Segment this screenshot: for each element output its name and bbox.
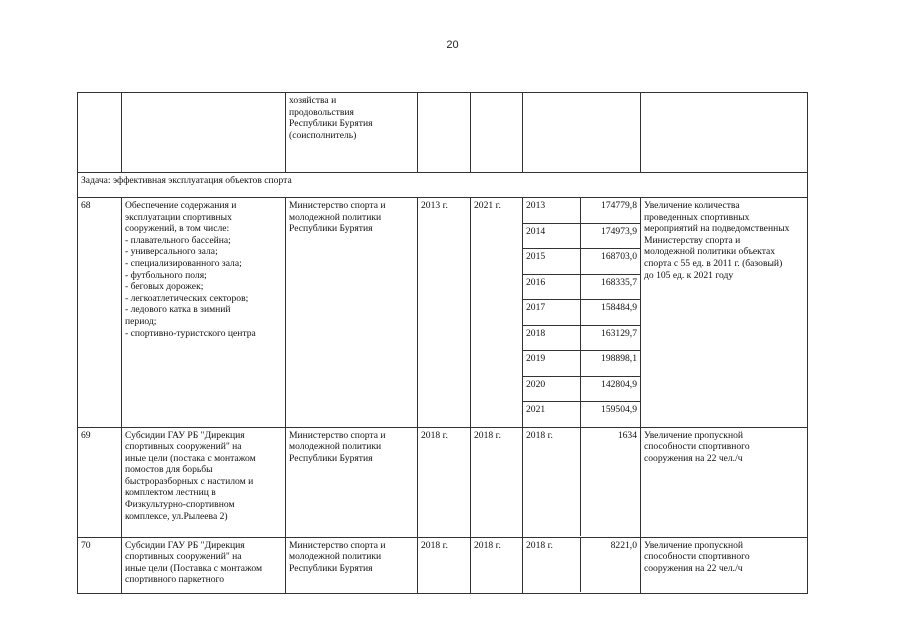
row-number: 70 — [78, 537, 122, 593]
text-line: молодежной политики — [289, 551, 382, 563]
text-line: помостов для борьбы — [125, 464, 213, 476]
funding-subtable — [523, 198, 640, 427]
start-year-cell: 2018 г. — [418, 537, 471, 593]
text-line: мероприятий на подведомственных — [644, 223, 790, 235]
text-line: Увеличение пропускной — [644, 429, 744, 441]
table-row-69 — [78, 427, 808, 537]
funding-year: 2015 — [523, 249, 581, 275]
row-number: 69 — [78, 427, 122, 537]
funding-row — [523, 274, 640, 300]
text-line: иные цели (Поставка с монтажом — [125, 562, 263, 574]
description-cell — [122, 198, 286, 428]
funding-year: 2018 — [523, 325, 581, 351]
funding-row — [523, 402, 640, 427]
text-line: Субсидии ГАУ РБ "Дирекция — [125, 539, 245, 551]
funding-amount: 158484,9 — [581, 300, 641, 326]
text-line: Республики Бурятия — [289, 452, 373, 464]
executor-cell — [286, 198, 418, 428]
text-line: Министерству спорта и — [644, 234, 741, 246]
text-line: сооружений, в том числе: — [125, 223, 230, 235]
funding-amount: 168703,0 — [581, 249, 641, 275]
funding-amount: 163129,7 — [581, 325, 641, 351]
text-line: (соисполнитель) — [289, 129, 357, 141]
text-line: способности спортивного — [644, 441, 750, 453]
result-cell — [641, 93, 808, 173]
text-line: сооружения на 22 чел./ч — [644, 452, 743, 464]
funding-amount: 159504,9 — [601, 404, 637, 415]
funding-year: 2021 — [523, 402, 581, 427]
text-line: Республики Бурятия — [289, 118, 373, 130]
text-line: Увеличение количества — [644, 200, 740, 211]
end-year-cell: 2018 г. — [471, 427, 523, 537]
end-cell — [471, 93, 523, 173]
funding-amount: 174779,8 — [581, 198, 641, 223]
description-cell — [122, 427, 286, 537]
text-line: Республики Бурятия — [289, 562, 373, 574]
text-line: - ледового катка в зимний — [125, 304, 231, 316]
text-line: - футбольного поля; — [125, 269, 207, 281]
funding-amount: 1634 — [617, 429, 637, 441]
task-row — [78, 173, 808, 198]
text-line: молодежной политики — [289, 211, 382, 223]
page-number: 20 — [446, 39, 459, 51]
funding-subtable — [523, 538, 640, 592]
year-amount-cell — [523, 93, 641, 173]
text-line: - спортивно-туристского центра — [125, 327, 256, 339]
table-row-68 — [78, 198, 808, 428]
text-line: способности спортивного — [644, 551, 750, 563]
funding-amount: 8221,0 — [610, 539, 637, 551]
text-line: комплексе, ул.Рылеева 2) — [125, 510, 228, 522]
funding-year: 2020 — [523, 376, 581, 402]
funding-by-year-cell — [523, 198, 641, 428]
funding-amount: 174973,9 — [581, 223, 641, 249]
text-line: Обеспечение содержания и — [125, 200, 237, 211]
executor-cell — [286, 93, 418, 173]
funding-year: 2018 г. — [523, 538, 581, 592]
result-cell — [641, 427, 808, 537]
text-line: спортивных сооружений" на — [125, 441, 242, 453]
row-number: 68 — [78, 198, 122, 428]
table-row-70 — [78, 537, 808, 593]
funding-row — [523, 300, 640, 326]
text-line: - легкоатлетических секторов; — [125, 292, 249, 304]
desc-cell — [122, 93, 286, 173]
text-line: период; — [125, 315, 157, 327]
text-line: молодежной политики объектах — [644, 246, 776, 258]
funding-amount: 142804,9 — [581, 376, 641, 402]
text-line: Физкультурно-спортивном — [125, 499, 235, 511]
funding-year: 2014 — [523, 223, 581, 249]
executor-cell — [286, 427, 418, 537]
funding-row — [523, 198, 640, 223]
text-line: комплектом лестниц в — [125, 487, 216, 499]
result-cell — [641, 198, 808, 428]
text-line: хозяйства и — [289, 95, 337, 106]
funding-row — [523, 223, 640, 249]
text-line: сооружения на 22 чел./ч — [644, 562, 743, 574]
text-line: - универсального зала; — [125, 246, 218, 258]
text-line: - плавательного бассейна; — [125, 234, 231, 246]
end-year-cell: 2021 г. — [471, 198, 523, 428]
funding-row — [523, 428, 640, 536]
start-year-cell: 2013 г. — [418, 198, 471, 428]
funding-by-year-cell — [523, 537, 641, 593]
text-line: до 105 ед. к 2021 году — [644, 269, 734, 281]
funding-row — [523, 376, 640, 402]
continued-row — [78, 93, 808, 173]
funding-row — [523, 538, 640, 592]
executor-cell — [286, 537, 418, 593]
funding-row — [523, 351, 640, 377]
text-line: спорта с 55 ед. в 2011 г. (базовый) — [644, 257, 783, 269]
text-line: продовольствия — [289, 106, 354, 118]
funding-subtable — [523, 428, 640, 536]
text-line: иные цели (постака с монтажом — [125, 452, 256, 464]
funding-row — [523, 249, 640, 275]
text-line: молодежной политики — [289, 441, 382, 453]
text-line: спортивного паркетного — [125, 574, 225, 586]
funding-year: 2016 — [523, 274, 581, 300]
text-line: спортивных сооружений" на — [125, 551, 242, 563]
text-line: быстроразборных с настилом и — [125, 475, 254, 487]
text-line: Увеличение пропускной — [644, 539, 744, 551]
start-cell — [418, 93, 471, 173]
text-line: эксплуатации спортивных — [125, 211, 232, 223]
funding-year: 2019 — [523, 351, 581, 377]
text-line: - беговых дорожек; — [125, 281, 204, 293]
funding-amount: 198898,1 — [581, 351, 641, 377]
text-line: Субсидии ГАУ РБ "Дирекция — [125, 429, 245, 441]
program-table — [77, 92, 808, 594]
description-cell — [122, 537, 286, 593]
funding-by-year-cell — [523, 427, 641, 537]
text-line: Министерство спорта и — [289, 539, 386, 551]
funding-amount: 168335,7 — [581, 274, 641, 300]
result-cell — [641, 537, 808, 593]
funding-year: 2017 — [523, 300, 581, 326]
num-cell — [78, 93, 122, 173]
text-line: проведенных спортивных — [644, 211, 750, 223]
end-year-cell: 2018 г. — [471, 537, 523, 593]
text-line: Министерство спорта и — [289, 200, 386, 211]
text-line: Республики Бурятия — [289, 223, 373, 235]
funding-row — [523, 325, 640, 351]
funding-year: 2013 — [523, 198, 581, 223]
start-year-cell: 2018 г. — [418, 427, 471, 537]
funding-year: 2018 г. — [523, 428, 581, 536]
text-line: - специализированного зала; — [125, 257, 242, 269]
text-line: Министерство спорта и — [289, 429, 386, 441]
task-cell: Задача: эффективная эксплуатация объектов спорта — [78, 173, 808, 198]
